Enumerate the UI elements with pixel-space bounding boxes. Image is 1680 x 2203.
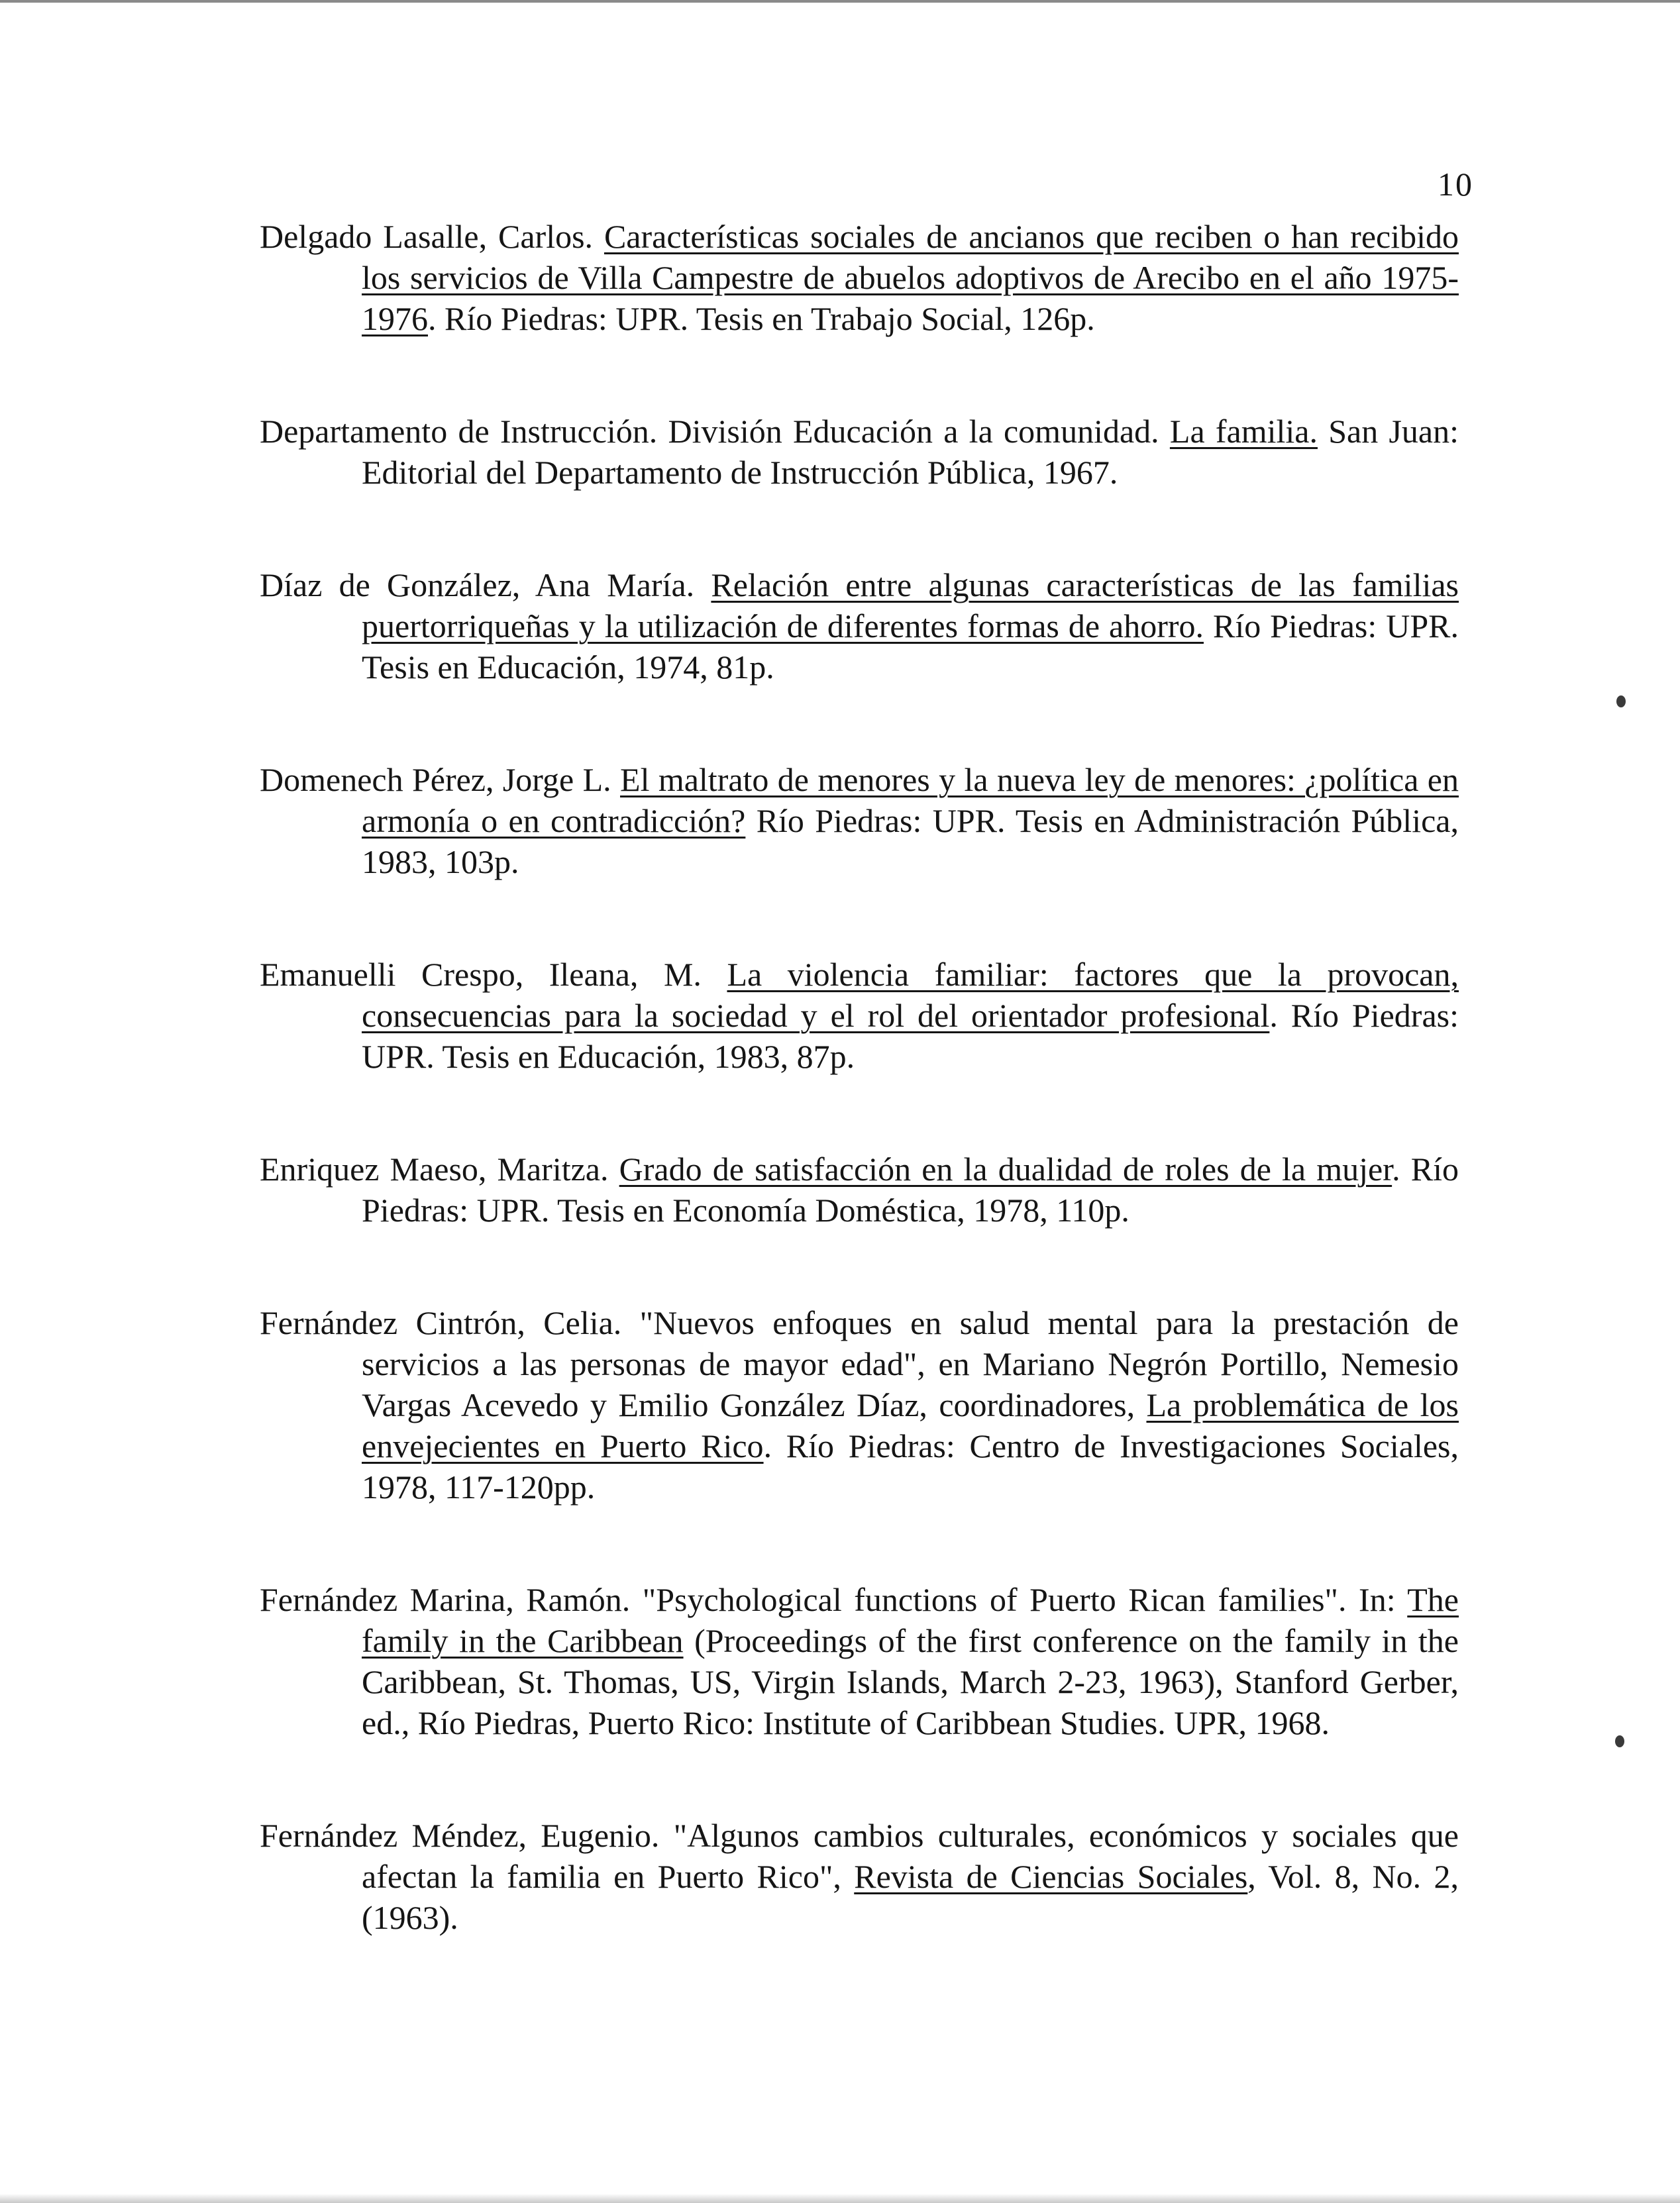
- bibliography-entry: [260, 216, 1459, 339]
- entry-chapter: "Nuevos enfoques en salud mental para la prestación de servicios a las personas de mayor edad", en Mariano Negrón Portillo, Nemesio Vargas Acevedo y Emilio González Díaz, coordinadores,: [362, 1304, 1459, 1423]
- page-number: 10: [1438, 166, 1473, 203]
- entry-title: Características sociales de ancianos que reciben o han recibido los servicios de Villa Campestre de abuelos adoptivos de Arecibo en el año 1975-1976: [362, 218, 1459, 337]
- scan-bottom-edge: [0, 2194, 1680, 2203]
- entry-title: Grado de satisfacción en la dualidad de roles de la mujer: [619, 1151, 1392, 1188]
- scan-top-edge: [0, 0, 1680, 3]
- entry-author: Díaz de González, Ana María.: [260, 566, 695, 603]
- entry-chapter: "Algunos cambios culturales, económicos y sociales que afectan la familia en Puerto Rico",: [362, 1817, 1459, 1895]
- entry-publication: , Vol. 8, No. 2, (1963).: [362, 1858, 1459, 1936]
- entry-author: Fernández Méndez, Eugenio.: [260, 1817, 660, 1854]
- entry-author: Domenech Pérez, Jorge L.: [260, 761, 611, 798]
- entry-title: Revista de Ciencias Sociales: [854, 1858, 1248, 1895]
- scan-speck: [1616, 695, 1626, 707]
- entry-author: Enriquez Maeso, Maritza.: [260, 1151, 609, 1188]
- bibliography-entry: [260, 411, 1459, 493]
- bibliography-entry: [260, 1302, 1459, 1508]
- entry-author: Fernández Cintrón, Celia.: [260, 1304, 622, 1341]
- bibliography-entry: [260, 564, 1459, 688]
- entry-title: Relación entre algunas características de las familias puertorriqueñas y la utilización de diferentes formas de ahorro.: [362, 566, 1459, 644]
- entry-publication: . Río Piedras: UPR. Tesis en Trabajo Social, 126p.: [428, 300, 1095, 337]
- bibliography-entry: [260, 954, 1459, 1077]
- scan-speck: [1615, 1735, 1624, 1747]
- entry-author: Delgado Lasalle, Carlos.: [260, 218, 594, 255]
- entry-chapter: "Psychological functions of Puerto Rican families". In:: [630, 1581, 1408, 1618]
- entry-publication: . Río Piedras: Centro de Investigaciones Sociales, 1978, 117-120pp.: [362, 1427, 1459, 1506]
- entry-author: Departamento de Instrucción. División Educación a la comunidad.: [260, 413, 1159, 450]
- entry-title: El maltrato de menores y la nueva ley de menores: ¿política en armonía o en contradicción?: [362, 761, 1459, 839]
- entry-publication: (Proceedings of the first conference on the family in the Caribbean, St. Thomas, US, Virgin Islands, March 2-23, 1963), Stanford Gerber, ed., Río Piedras, Puerto Rico: Institute of Caribbean Studies. UPR, 1968.: [362, 1622, 1459, 1741]
- entry-publication: Río Piedras: UPR. Tesis en Administración Pública, 1983, 103p.: [362, 802, 1459, 880]
- entry-publication: . Río Piedras: UPR. Tesis en Educación, 1983, 87p.: [362, 997, 1459, 1075]
- bibliography-entry: [260, 759, 1459, 882]
- entry-publication: San Juan: Editorial del Departamento de Instrucción Pública, 1967.: [362, 413, 1459, 491]
- entry-title: La violencia familiar: factores que la provocan, consecuencias para la sociedad y el rol del orientador profesional: [362, 956, 1459, 1034]
- bibliography-entry: [260, 1815, 1459, 1938]
- entry-publication: . Río Piedras: UPR. Tesis en Economía Doméstica, 1978, 110p.: [362, 1151, 1459, 1229]
- bibliography-list: [260, 216, 1459, 2010]
- entry-title: La familia.: [1169, 413, 1318, 450]
- bibliography-entry: [260, 1579, 1459, 1743]
- entry-title: The family in the Caribbean: [362, 1581, 1459, 1659]
- bibliography-entry: [260, 1149, 1459, 1231]
- entry-author: Emanuelli Crespo, Ileana, M.: [260, 956, 702, 993]
- entry-publication: Río Piedras: UPR. Tesis en Educación, 1974, 81p.: [362, 607, 1459, 686]
- entry-title: La problemática de los envejecientes en Puerto Rico: [362, 1386, 1459, 1464]
- entry-author: Fernández Marina, Ramón.: [260, 1581, 631, 1618]
